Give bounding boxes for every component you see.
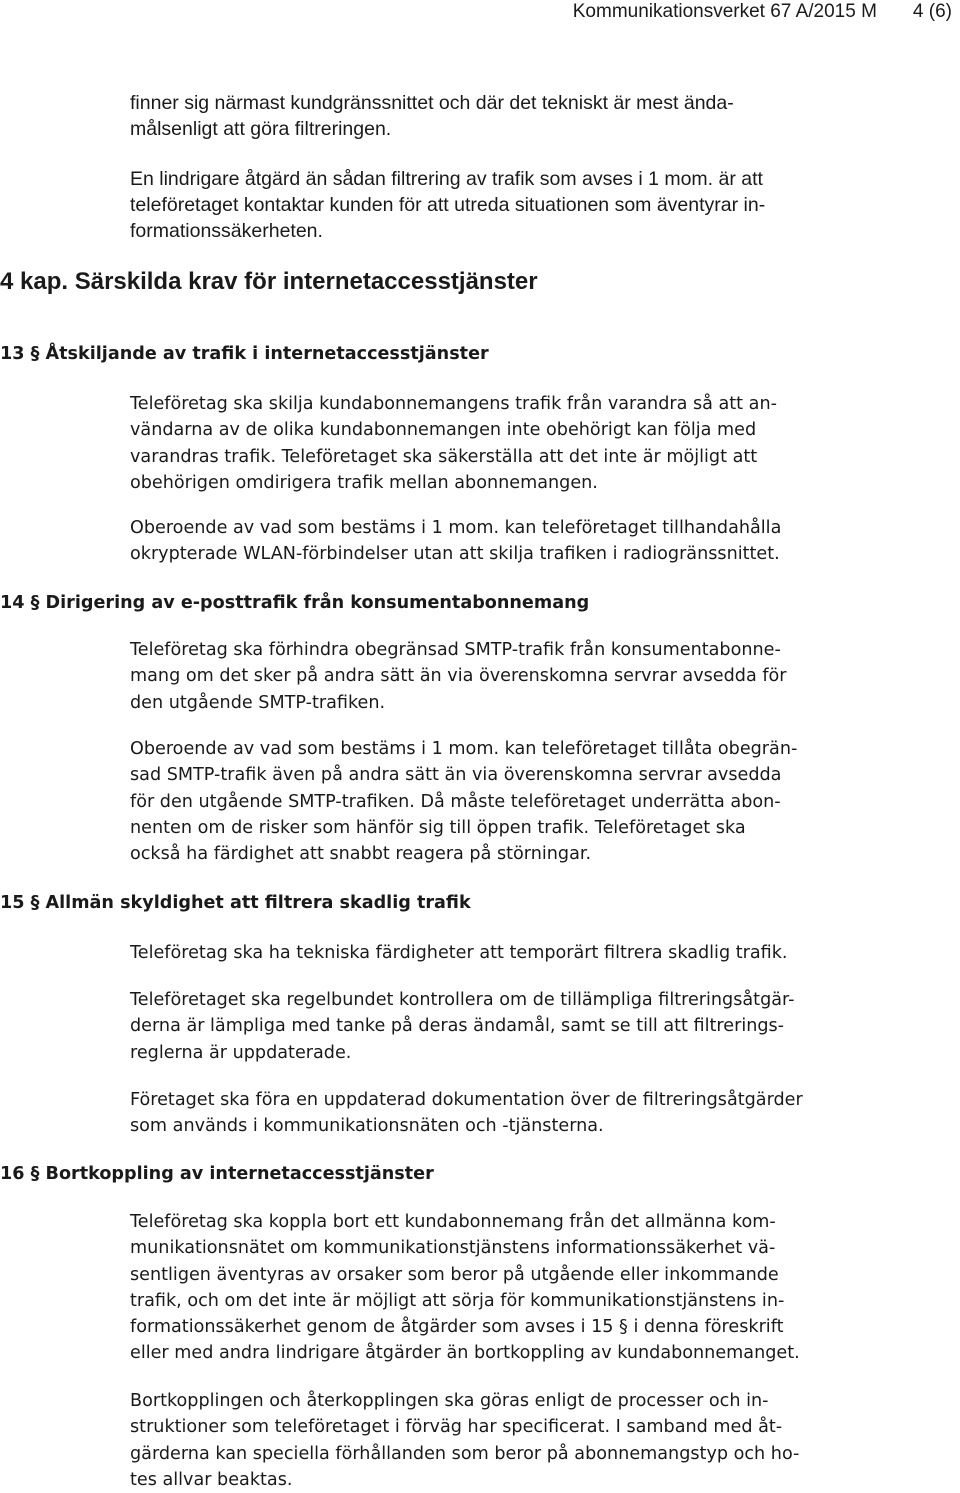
text-line: Oberoende av vad som bestäms i 1 mom. kan teleföretaget tillåta obegrän- bbox=[130, 739, 798, 759]
text-line: okrypterade WLAN-förbindelser utan att skilja trafiken i radiogränssnittet. bbox=[130, 544, 780, 565]
text-line: Företaget ska föra en uppdaterad dokumentation över de filtreringsåtgärder bbox=[130, 1090, 803, 1110]
text-line: finner sig närmast kundgränssnittet och där det tekniskt är mest ända- bbox=[130, 92, 734, 114]
text-line: gärderna kan speciella förhållanden som beror på abonnemangstyp och ho- bbox=[130, 1443, 800, 1464]
text-line: Teleföretag ska ha tekniska färdigheter att temporärt filtrera skadlig trafik. bbox=[130, 943, 788, 963]
text-line: den utgående SMTP-trafiken. bbox=[130, 692, 386, 713]
text-line: sentligen äventyras av orsaker som beror på utgående eller inkommande bbox=[130, 1264, 779, 1285]
section-15-heading: 15 § Allmän skyldighet att filtrera skadlig trafik bbox=[0, 893, 471, 913]
section-14-heading: 14 § Dirigering av e-posttrafik från konsumentabonnemang bbox=[0, 593, 590, 613]
text-line: nenten om de risker som hänför sig till öppen trafik. Teleföretaget ska bbox=[130, 817, 746, 838]
section-13-heading: 13 § Åtskiljande av trafik i internetaccesstjänster bbox=[0, 344, 489, 364]
text-line: tes allvar beaktas. bbox=[130, 1469, 293, 1490]
text-line: som används i kommunikationsnäten och -tjänsterna. bbox=[130, 1116, 604, 1137]
section-16-paragraph-2 bbox=[130, 1388, 799, 1493]
text-line: Teleföretag ska koppla bort ett kundabonnemang från det allmänna kom- bbox=[130, 1212, 776, 1232]
page-header bbox=[573, 0, 952, 24]
section-15-paragraph-1 bbox=[130, 940, 787, 966]
intro-paragraph-1 bbox=[130, 90, 734, 142]
text-line: struktioner som teleföretaget i förväg har specificerat. I samband med åt- bbox=[130, 1417, 783, 1438]
text-line: reglerna är uppdaterade. bbox=[130, 1042, 352, 1063]
text-line: Teleföretag ska skilja kundabonnemangens trafik från varandra så att an- bbox=[130, 394, 777, 414]
text-line: vändarna av de olika kundabonnemangen inte obehörigt kan följa med bbox=[130, 420, 757, 441]
section-13-paragraph-2 bbox=[130, 515, 781, 568]
text-line: också ha färdighet att snabbt reagera på störningar. bbox=[130, 844, 592, 865]
text-line: målsenligt att göra filtreringen. bbox=[130, 118, 392, 140]
section-15-paragraph-2 bbox=[130, 987, 794, 1066]
section-16-heading: 16 § Bortkoppling av internetaccesstjänster bbox=[0, 1164, 434, 1184]
publication-id: Kommunikationsverket 67 A/2015 M bbox=[572, 1, 877, 22]
text-line: mang om det sker på andra sätt än via överenskomna servrar avsedda för bbox=[130, 666, 787, 687]
intro-paragraph-2 bbox=[130, 166, 765, 244]
section-13-paragraph-1 bbox=[130, 391, 777, 496]
text-line: Bortkopplingen och återkopplingen ska göras enligt de processer och in- bbox=[130, 1391, 769, 1411]
text-line: sad SMTP-trafik även på andra sätt än via överenskomna servrar avsedda bbox=[130, 765, 782, 786]
text-line: trafik, och om det inte är möjligt att sörja för kommunikationstjänstens in- bbox=[130, 1290, 785, 1311]
text-line: derna är lämpliga med tanke på deras ändamål, samt se till att filtrerings- bbox=[130, 1016, 785, 1037]
text-line: teleföretaget kontaktar kunden för att utreda situationen som äventyrar in- bbox=[130, 194, 766, 216]
text-line: formationssäkerhet genom de åtgärder som avses i 15 § i denna föreskrift bbox=[130, 1317, 784, 1338]
text-line: obehörigen omdirigera trafik mellan abonnemangen. bbox=[130, 472, 598, 493]
text-line: Teleföretaget ska regelbundet kontrollera om de tillämpliga filtreringsåtgär- bbox=[130, 990, 795, 1010]
text-line: för den utgående SMTP-trafiken. Då måste teleföretaget underrätta abon- bbox=[130, 791, 781, 812]
text-line: Oberoende av vad som bestäms i 1 mom. kan teleföretaget tillhandahålla bbox=[130, 518, 782, 538]
text-line: En lindrigare åtgärd än sådan filtrering av trafik som avses i 1 mom. är att bbox=[130, 168, 763, 190]
section-15-paragraph-3 bbox=[130, 1087, 803, 1140]
text-line: varandras trafik. Teleföretaget ska säkerställa att det inte är möjligt att bbox=[130, 446, 758, 467]
text-line: munikationsnätet om kommunikationstjänstens informationssäkerhet vä- bbox=[130, 1238, 776, 1259]
text-line: formationssäkerheten. bbox=[130, 220, 323, 242]
chapter-heading: 4 kap. Särskilda krav för internetaccesstjänster bbox=[0, 268, 538, 295]
text-line: eller med andra lindrigare åtgärder än bortkoppling av kundabonnemanget. bbox=[130, 1343, 800, 1364]
section-16-paragraph-1 bbox=[130, 1209, 800, 1367]
page-number: 4 (6) bbox=[912, 1, 952, 22]
section-14-paragraph-2 bbox=[130, 736, 797, 867]
section-14-paragraph-1 bbox=[130, 637, 787, 716]
text-line: Teleföretag ska förhindra obegränsad SMTP-trafik från konsumentabonne- bbox=[130, 640, 781, 660]
